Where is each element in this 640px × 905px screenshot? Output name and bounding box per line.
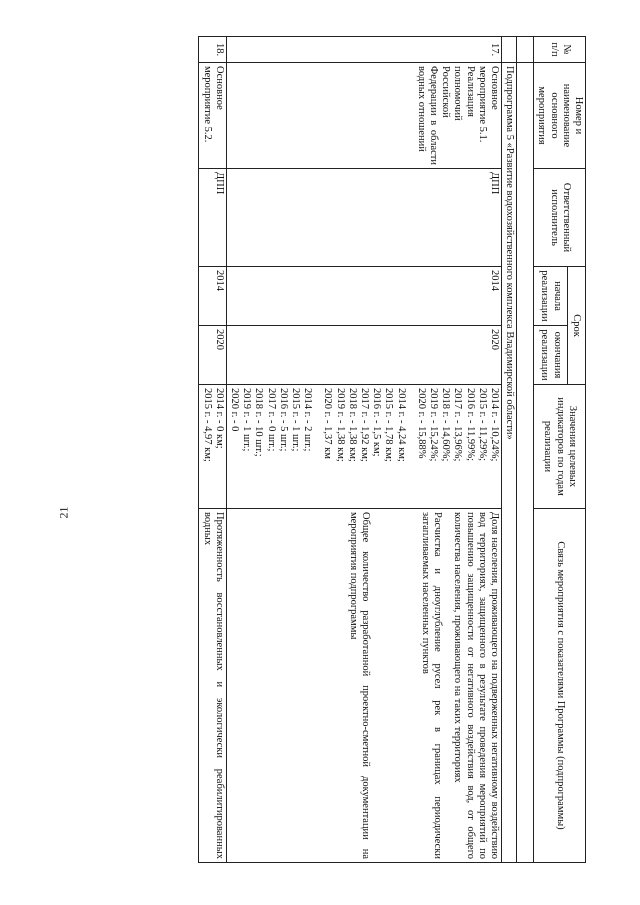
indicator-line: 2020 г. - 0 bbox=[228, 388, 240, 432]
row-link bbox=[226, 509, 501, 863]
indicator-line: 2014 г. - 2 шт.; bbox=[302, 388, 314, 452]
indicator-line: 2015 г. - 11,29%; bbox=[476, 388, 488, 462]
row-name-line1: Основное мероприятие 5.2. bbox=[201, 66, 225, 143]
row-link: Протяженность восстановленных и экологически реабилитированных водных bbox=[199, 509, 226, 863]
indicator-line: 2015 г. - 4,97 км; bbox=[201, 388, 213, 462]
indicator-block bbox=[321, 388, 406, 505]
header-name: Номер и наименование основного мероприятия bbox=[534, 63, 586, 169]
indicator-line: 2019 г. - 1,38 км; bbox=[334, 388, 346, 462]
indicator-line: 2014 г. - 10,24%; bbox=[488, 388, 500, 462]
indicator-line: 2017 г. - 0 шт.; bbox=[265, 388, 277, 452]
row-end: 2020 bbox=[226, 326, 501, 385]
indicator-line: 2019 г. - 15,24%; bbox=[427, 388, 439, 462]
row-name bbox=[226, 63, 501, 169]
row-executor: ДПП bbox=[199, 169, 226, 267]
row-indicators bbox=[199, 385, 226, 509]
header-term-end: окончания реализации bbox=[534, 326, 567, 385]
subprogram-row bbox=[501, 37, 516, 863]
indicator-line: 2018 г. - 14,60%; bbox=[440, 388, 452, 462]
row-num: 17. bbox=[226, 37, 501, 63]
indicator-line: 2020 г. - 1,37 км bbox=[322, 388, 334, 459]
indicator-line: 2020 г. - 15,88% bbox=[415, 388, 427, 459]
indicator-line: 2017 г. - 13,96%; bbox=[452, 388, 464, 462]
indicator-line: 2015 г. - 1 шт.; bbox=[289, 388, 301, 452]
link-block: Расчистка и дноуглубление русел рек в границах периодически затапливаемых населенных пунктов bbox=[419, 512, 444, 860]
link-block: Доля населения, проживающего на подверженных негативному воздействию вод территориях, защищенного в результате проведения мероприятий по повышению защищенности от негативного воздействия вод, от общего количества населения, проживающего на таких территориях bbox=[452, 512, 500, 860]
indicator-block bbox=[228, 388, 313, 505]
table-row bbox=[226, 37, 501, 863]
indicator-line: 2014 г. - 0 км; bbox=[213, 388, 225, 449]
table-row bbox=[199, 37, 226, 863]
header-num: № п/п bbox=[534, 37, 586, 63]
row-start: 2014 bbox=[226, 267, 501, 326]
row-name-line2: Реализация полномочий Российской Федерации в области водных отношений bbox=[415, 66, 476, 165]
rotated-page bbox=[92, 36, 586, 862]
indicator-line: 2019 г. - 1 шт.; bbox=[241, 388, 253, 452]
header-term-start: начала реализации bbox=[534, 267, 567, 326]
header-indicators: Значения целевых индикаторов по годам реализации bbox=[534, 385, 586, 509]
header-row bbox=[567, 37, 585, 863]
row-start: 2014 bbox=[199, 267, 226, 326]
indicator-line: 2018 г. - 10 шт.; bbox=[253, 388, 265, 457]
row-name bbox=[199, 63, 226, 169]
row-num: 18. bbox=[199, 37, 226, 63]
spacer-row bbox=[517, 37, 534, 863]
indicator-line: 2018 г. - 1,38 км; bbox=[346, 388, 358, 462]
row-end: 2020 bbox=[199, 326, 226, 385]
measures-table bbox=[198, 36, 586, 863]
page-number: 21 bbox=[56, 506, 71, 519]
indicator-line: 2016 г. - 5 шт.; bbox=[277, 388, 289, 452]
header-link: Связь мероприятия с показателями Программы (подпрограммы) bbox=[534, 509, 586, 863]
indicator-line: 2017 г. - 1,92 км; bbox=[358, 388, 370, 462]
link-block: Общее количество разработанной проектно-сметной документации на мероприятия подпрограммы bbox=[347, 512, 371, 860]
indicator-line: 2016 г. - 1,5 км; bbox=[371, 388, 383, 457]
row-indicators bbox=[226, 385, 501, 509]
indicator-line: 2014 г. - 4,24 км; bbox=[395, 388, 407, 462]
row-executor: ДПП bbox=[226, 169, 501, 267]
subprogram-title: Подпрограмма 5 «Развитие водохозяйственного комплекса Владимирской области» bbox=[501, 63, 516, 863]
header-term: Срок bbox=[567, 267, 585, 385]
header-executor: Ответственный исполнитель bbox=[534, 169, 586, 267]
indicator-line: 2016 г. - 11,99%; bbox=[464, 388, 476, 462]
indicator-line: 2015 г. - 1,78 км; bbox=[383, 388, 395, 462]
row-name-line1: Основное мероприятие 5.1. bbox=[476, 66, 500, 143]
indicator-block bbox=[415, 388, 500, 505]
